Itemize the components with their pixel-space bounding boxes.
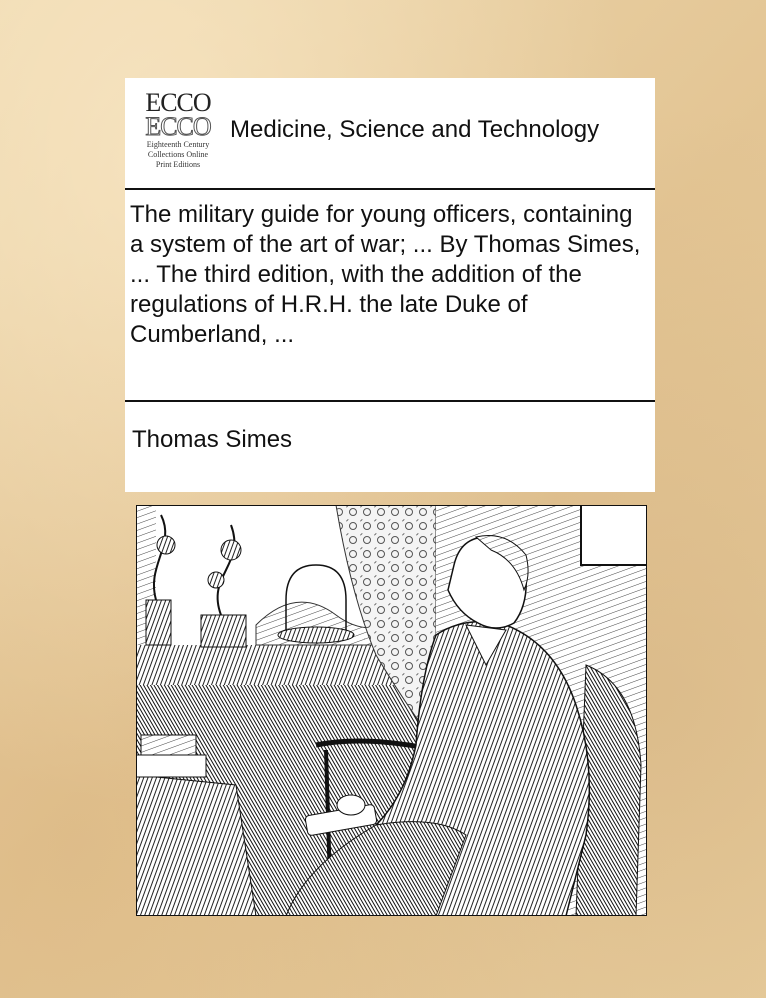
book-author: Thomas Simes	[132, 426, 293, 453]
engraving-illustration	[136, 505, 647, 916]
header-panel	[125, 78, 655, 190]
ecco-logo	[136, 90, 220, 180]
ecco-logo-mark: ECCO	[145, 88, 211, 117]
ecco-logo-caption-2: Collections Online	[147, 150, 209, 159]
author-panel	[125, 402, 655, 492]
ecco-logo-caption-3: Print Editions	[155, 160, 201, 169]
ecco-logo-caption-1: Eighteenth Century	[146, 140, 210, 149]
series-title: Medicine, Science and Technology	[230, 116, 600, 143]
engraving-seated-man-icon	[136, 505, 647, 916]
book-title: The military guide for young officers, containing a system of the art of war; ... By Thomas Simes, ... The third edition, with the addition of the regulations of H.R.H. the late Duke of Cumberland, ...	[130, 201, 641, 348]
title-panel	[125, 190, 655, 402]
ecco-logo-mark-mirror: ECCO	[145, 112, 211, 141]
